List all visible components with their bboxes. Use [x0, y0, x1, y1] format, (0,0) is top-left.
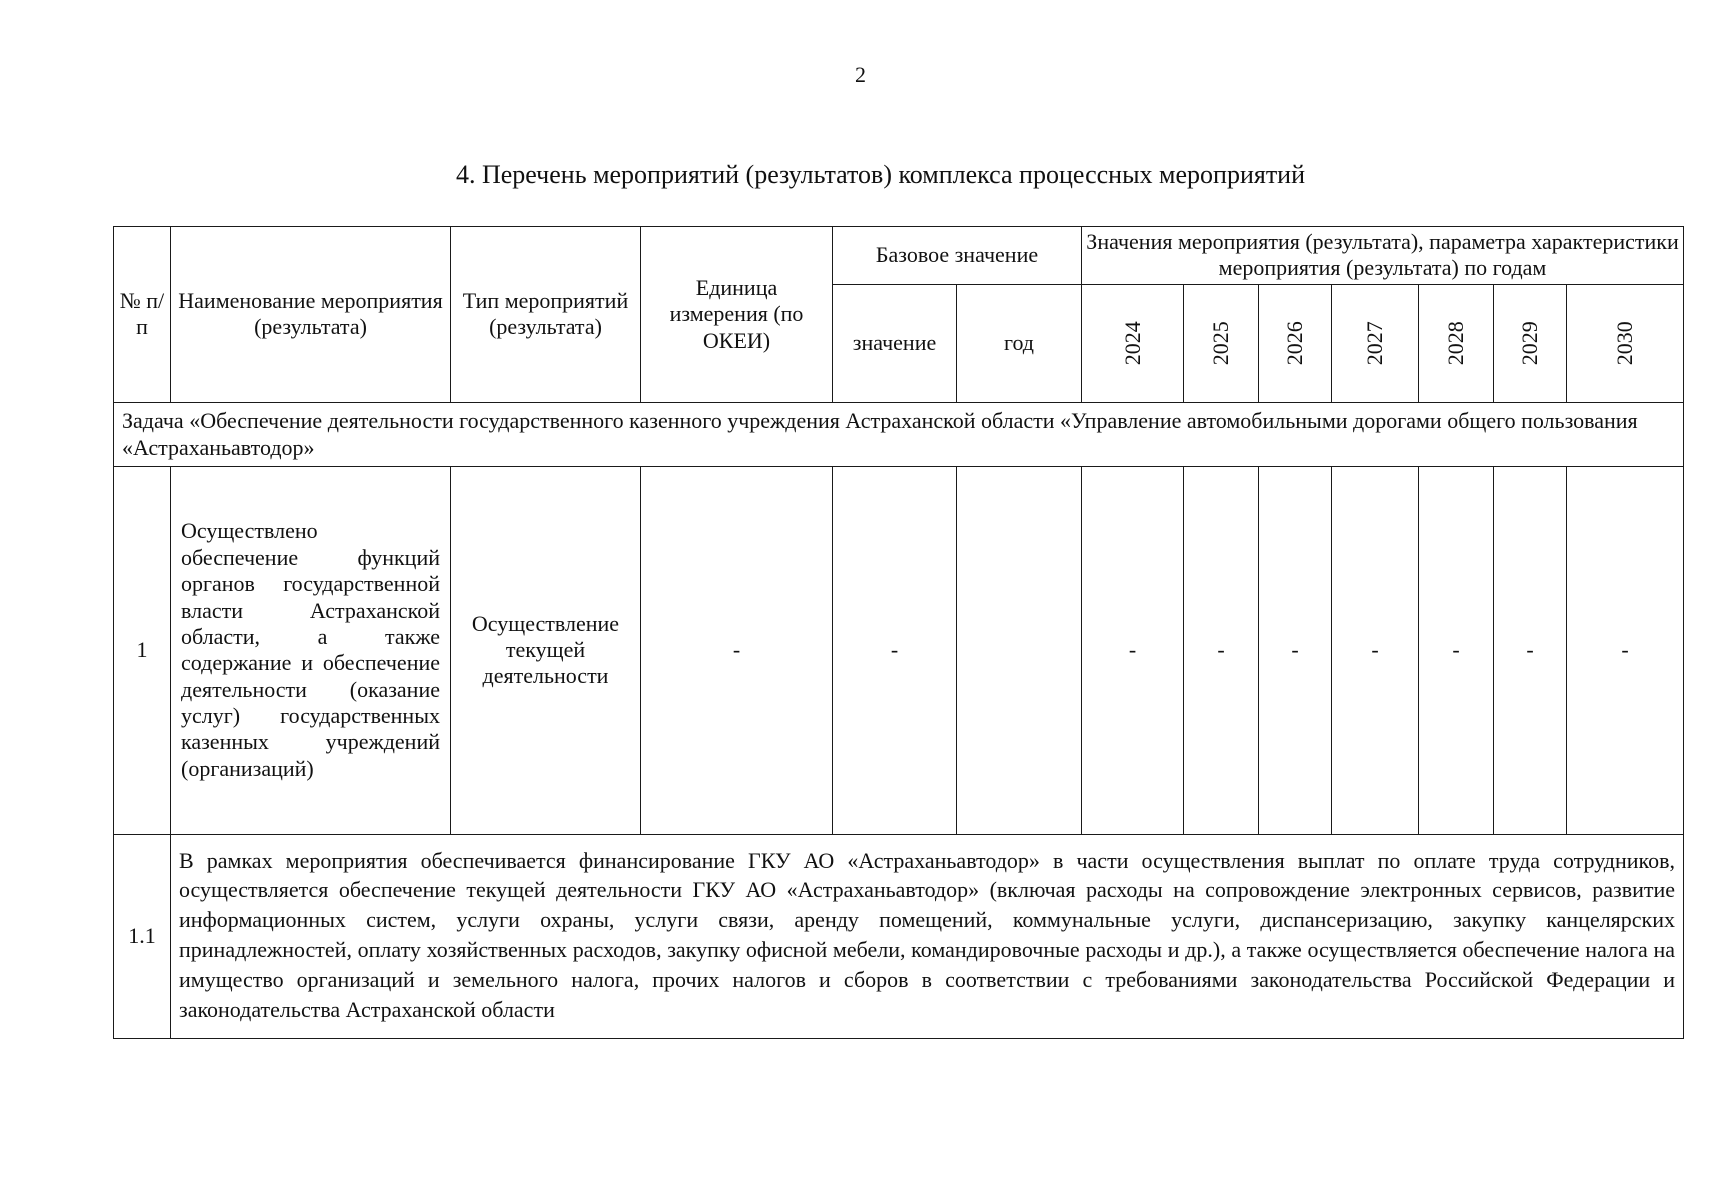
task-row	[114, 402, 1684, 466]
header-unit: Единица измерения (по ОКЕИ)	[641, 227, 833, 403]
year-label: 2028	[1442, 321, 1468, 366]
row-type: Осуществление текущей деятельности	[451, 466, 641, 834]
header-type: Тип мероприятий (результата)	[451, 227, 641, 403]
header-year-2028	[1419, 284, 1494, 402]
year-label: 2024	[1119, 321, 1145, 366]
year-label: 2030	[1611, 321, 1637, 366]
row-unit: -	[641, 466, 833, 834]
header-year-2026	[1259, 284, 1332, 402]
row-num: 1.1	[114, 834, 171, 1038]
header-values-group: Значения мероприятия (результата), параметра характеристики мероприятия (результата) по годам	[1082, 227, 1684, 285]
row-value-2025: -	[1184, 466, 1259, 834]
header-year-2025	[1184, 284, 1259, 402]
row-value-2028: -	[1419, 466, 1494, 834]
section-title: 4. Перечень мероприятий (результатов) комплекса процессных мероприятий	[455, 160, 1306, 189]
task-text: Задача «Обеспечение деятельности государственного казенного учреждения Астраханской области «Управление автомобильными дорогами общего пользования «Астраханьавтодор»	[114, 402, 1684, 466]
header-year-2027	[1332, 284, 1419, 402]
row-description: В рамках мероприятия обеспечивается финансирование ГКУ АО «Астраханьавтодор» в части осуществления выплат по оплате труда сотрудников, осуществляется обеспечение текущей деятельности ГКУ АО «Астраханьавтодор» (включая расходы на сопровождение электронных сервисов, развитие информационных систем, услуги охраны, услуги связи, аренду помещений, коммунальные услуги, диспансеризацию, закупку канцелярских принадлежностей, оплату хозяйственных расходов, закупку офисной мебели, командировочные расходы и др.), а также осуществляется обеспечение налога на имущество организаций и земельного налога, прочих налогов и сборов в соответствии с требованиями законодательства Российской Федерации и законодательства Астраханской области	[171, 834, 1684, 1038]
row-value-2027: -	[1332, 466, 1419, 834]
row-num: 1	[114, 466, 171, 834]
year-label: 2025	[1207, 321, 1233, 366]
row-value-2024: -	[1082, 466, 1184, 834]
row-value-2030: -	[1567, 466, 1684, 834]
row-name: Осуществлено обеспечение функций органов государственной власти Астраханской области, а также содержание и обеспечение деятельности (оказание услуг) государственных казенных учреждений (организаций)	[171, 466, 451, 834]
row-base-value: -	[833, 466, 957, 834]
activities-table	[113, 226, 1684, 1039]
year-label: 2027	[1361, 321, 1387, 366]
header-name: Наименование мероприятия (результата)	[171, 227, 451, 403]
header-year-2029	[1494, 284, 1567, 402]
table-row	[114, 466, 1684, 834]
header-num: № п/п	[114, 227, 171, 403]
row-value-2026: -	[1259, 466, 1332, 834]
header-year-2024	[1082, 284, 1184, 402]
header-base-year: год	[957, 284, 1082, 402]
header-year-2030	[1567, 284, 1684, 402]
row-value-2029: -	[1494, 466, 1567, 834]
table-row	[114, 834, 1684, 1038]
table-header-row	[114, 227, 1684, 285]
page-number: 2	[855, 62, 866, 87]
year-label: 2026	[1281, 321, 1307, 366]
header-base-value: значение	[833, 284, 957, 402]
row-base-year	[957, 466, 1082, 834]
header-base-group: Базовое значение	[833, 227, 1082, 285]
year-label: 2029	[1516, 321, 1542, 366]
